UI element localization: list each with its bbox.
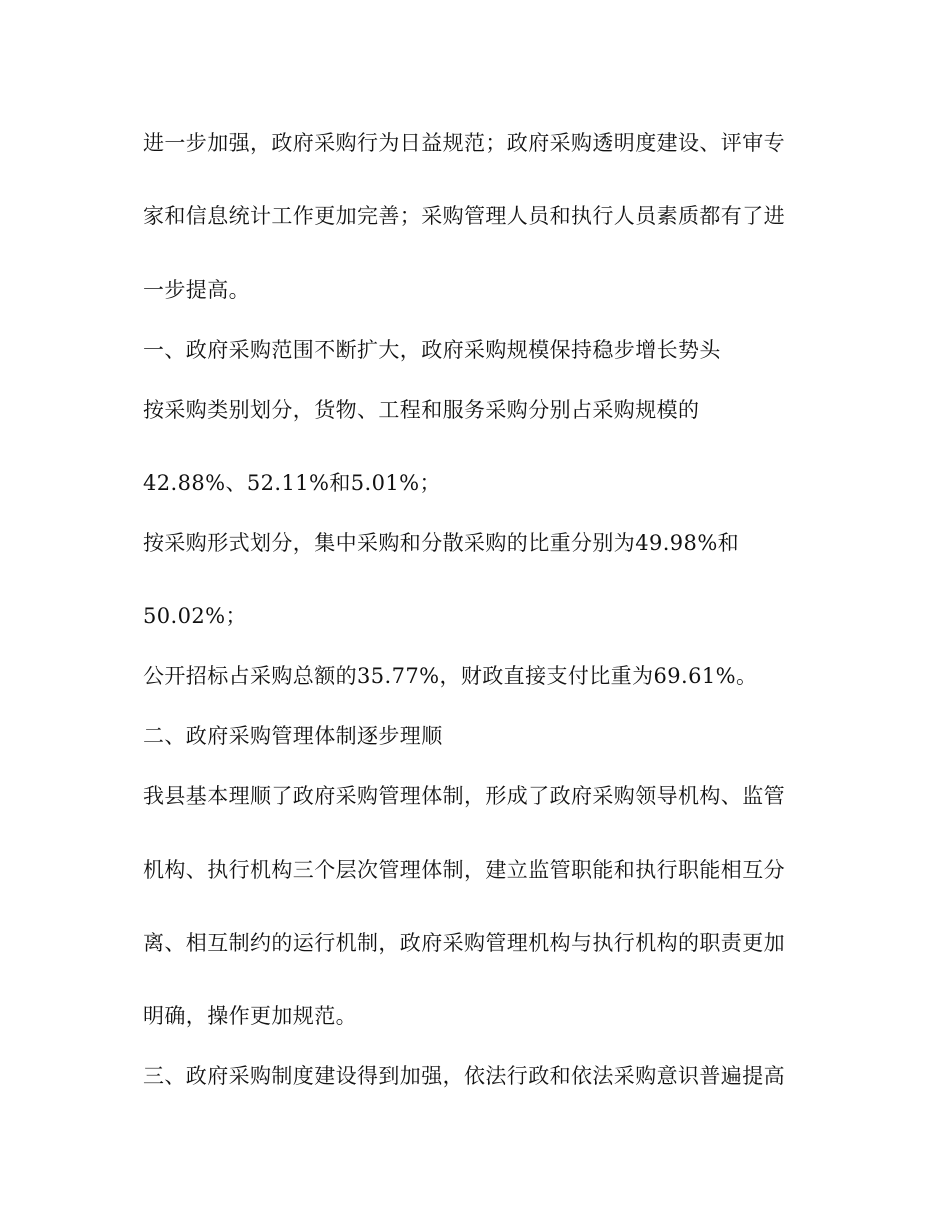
body-text-line: 明确，操作更加规范。	[143, 1004, 357, 1028]
body-text-line: 42.88%、52.11%和5.01%；	[143, 471, 441, 495]
body-text-line: 我县基本理顺了政府采购管理体制，形成了政府采购领导机构、监管	[143, 784, 785, 808]
body-text-line: 一步提高。	[143, 278, 250, 302]
body-text-line: 50.02%；	[143, 604, 247, 628]
body-text-line: 进一步加强，政府采购行为日益规范；政府采购透明度建设、评审专	[143, 131, 785, 155]
body-text-line: 公开招标占采购总额的35.77%，财政直接支付比重为69.61%。	[143, 664, 758, 688]
section-heading: 三、政府采购制度建设得到加强，依法行政和依法采购意识普遍提高	[143, 1064, 785, 1088]
section-heading: 一、政府采购范围不断扩大，政府采购规模保持稳步增长势头	[143, 338, 721, 362]
body-text-line: 离、相互制约的运行机制，政府采购管理机构与执行机构的职责更加	[143, 931, 785, 955]
body-text-line: 按采购类别划分，货物、工程和服务采购分别占采购规模的	[143, 398, 700, 422]
section-heading: 二、政府采购管理体制逐步理顺	[143, 724, 443, 748]
body-text-line: 机构、执行机构三个层次管理体制，建立监管职能和执行职能相互分	[143, 858, 785, 882]
body-text-line: 按采购形式划分，集中采购和分散采购的比重分别为49.98%和	[143, 531, 740, 555]
body-text-line: 家和信息统计工作更加完善；采购管理人员和执行人员素质都有了进	[143, 204, 785, 228]
